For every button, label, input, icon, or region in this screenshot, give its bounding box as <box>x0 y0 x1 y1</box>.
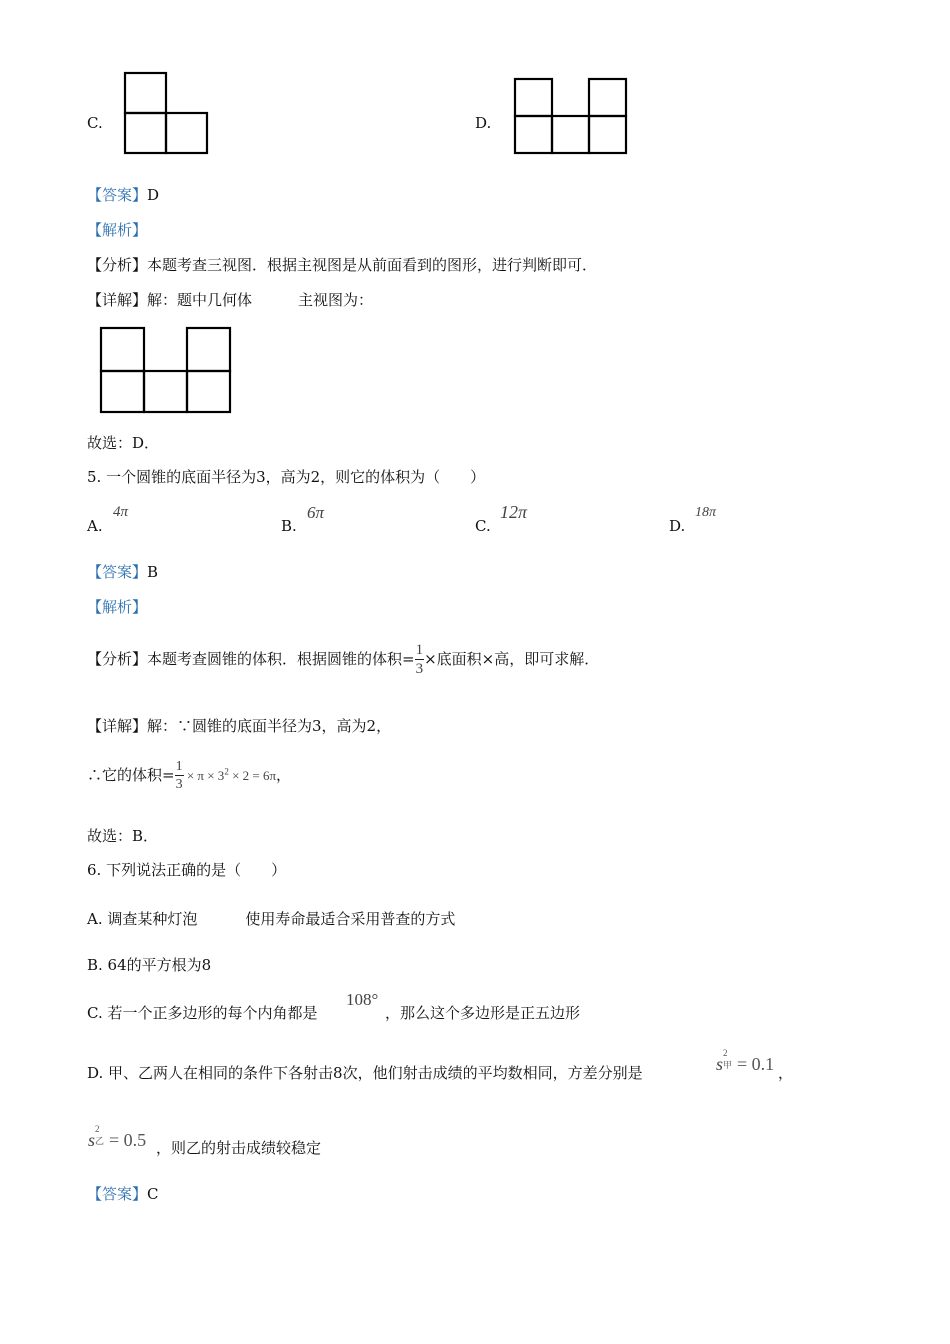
q4-option-d-label: D. <box>475 114 492 132</box>
q5-option-a-label: A. <box>87 517 103 535</box>
q5-fenxi: 【分析】本题考查圆锥的体积．根据圆锥的体积= $\frac{1}{3}$ ×底面积×高，即可求解． <box>87 642 600 677</box>
q4-analysis-tag: 【解析】 <box>87 221 148 239</box>
q4-option-d-figure <box>512 76 631 156</box>
q6-option-c-math: 108° <box>346 990 379 1009</box>
q5-option-c-value: 12π <box>500 502 528 522</box>
q6-option-d-text: D. 甲、乙两人在相同的条件下各射击8次，他们射击成绩的平均数相同，方差分别是 <box>87 1064 643 1082</box>
q4-detail: 【详解】解：题中几何体 主视图为： <box>87 291 374 309</box>
q5-option-c-label: C. <box>475 517 491 535</box>
q6-option-d-math: s 2 甲 = 0.1 <box>716 1048 775 1074</box>
q5-detail: 【详解】解：∵圆锥的底面半径为3，高为2， <box>87 717 392 735</box>
q4-solution-figure <box>97 325 235 415</box>
q6-option-c-text1: C. 若一个正多边形的每个内角都是 <box>87 1004 318 1022</box>
q5-conclusion: 故选：B． <box>87 827 159 845</box>
q6-option-b: B. 64的平方根为8 <box>87 956 212 974</box>
q4-fenxi: 【分析】本题考查三视图．根据主视图是从前面看到的图形，进行判断即可． <box>87 256 598 274</box>
q5-answer: 【答案】B <box>87 563 159 581</box>
q5-calculation: ∴它的体积= $\frac{1}{3}$ × $\pi \times 3^2 \times 2 = 6\pi$， <box>87 759 292 792</box>
q4-conclusion: 故选：D． <box>87 434 160 452</box>
q6-option-d-line2-math: s 2 乙 = 0.5 <box>88 1124 147 1150</box>
q6-answer: 【答案】C <box>87 1185 159 1203</box>
q5-option-d-label: D. <box>669 517 686 535</box>
q5-fenxi-fraction: $\frac{1}{3}$ <box>415 642 424 677</box>
q4-answer: 【答案】D <box>87 186 160 204</box>
q6-option-d-line2-text: ，则乙的射击成绩较稳定 <box>156 1139 322 1157</box>
q5-option-b-value: 6π <box>307 503 325 522</box>
q6-stem: 6. 下列说法正确的是（ ） <box>87 861 287 879</box>
q5-stem: 5. 一个圆锥的底面半径为3，高为2，则它的体积为（ ） <box>87 468 486 486</box>
q5-analysis-tag: 【解析】 <box>87 598 148 616</box>
q4-option-c-figure <box>120 70 212 156</box>
q5-calc-fraction: $\frac{1}{3}$ <box>175 759 183 792</box>
q6-option-c-text2: ，那么这个多边形是正五边形 <box>385 1004 581 1022</box>
q5-option-d-value: 18π <box>695 505 717 520</box>
q6-option-a: A. 调查某种灯泡 使用寿命最适合采用普查的方式 <box>87 910 456 928</box>
q6-option-d-comma: ， <box>778 1064 794 1082</box>
q4-option-c-label: C. <box>87 114 103 132</box>
q5-option-b-label: B. <box>281 517 297 535</box>
q5-option-a-value: 4π <box>113 504 129 520</box>
